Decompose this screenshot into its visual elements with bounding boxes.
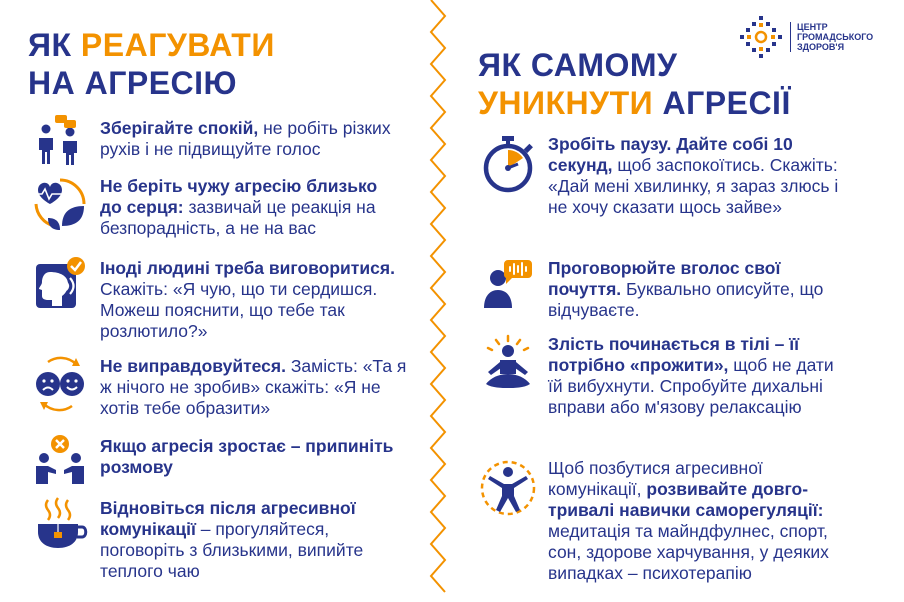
left-item-5 (30, 430, 420, 490)
right-item-3 (478, 334, 848, 418)
left-item-2-bold: Не беріть чужу агресію близько до серця: (100, 176, 378, 217)
left-item-4-bold: Не виправдовуйтеся. (100, 356, 286, 376)
right-item-4-rest: медитація та майндфулнес, спорт, сон, здорове харчування, у деяких випадках – психотерапію (548, 521, 829, 583)
right-item-4 (478, 458, 848, 584)
left-item-5-text (100, 430, 420, 478)
right-title-highlight: УНИКНУТИ (478, 85, 654, 121)
right-item-2-rest: Буквально описуйте, що відчуваєте. (548, 279, 824, 320)
left-item-2-rest: зазвичай це реакція на безпорадність, а не на вас (100, 197, 376, 238)
right-item-3-text (548, 334, 848, 418)
stopwatch-icon (478, 134, 538, 194)
left-item-1-text (100, 112, 400, 160)
left-item-4-rest: Замість: «Та я ж нічого не зробив» скажіть: «Я не хотів тебе образити» (100, 356, 407, 418)
left-item-3-bold: Іноді людині треба виговоритися. (100, 258, 395, 278)
right-item-3-rest: щоб не дати їй вибухнути. Спробуйте дихальні вправи або м'язову релаксацію (548, 355, 834, 417)
right-item-4-pre: Щоб позбутися агресивної комунікації, (548, 458, 763, 499)
left-item-1-rest: не робіть різких рухів і не підвищуйте голос (100, 118, 391, 159)
left-item-3-text (100, 254, 410, 342)
right-item-4-text (548, 458, 848, 584)
left-item-3 (30, 254, 410, 342)
left-item-1 (30, 112, 400, 172)
logo-text (790, 22, 873, 52)
people-stop-icon (30, 430, 90, 490)
logo-line-3: ЗДОРОВ'Я (797, 42, 845, 52)
right-item-2-text (548, 254, 838, 321)
left-item-6-rest: – прогуляйтеся, поговоріть з близькими, випийте теплого чаю (100, 519, 364, 581)
left-item-6-text (100, 494, 400, 582)
right-item-1-rest: щоб заспокоїтись. Скажіть: «Дай мені хвилинку, я зараз злюсь і не хочу сказати щось зайве» (548, 155, 839, 217)
right-item-1-text (548, 134, 848, 218)
sad-happy-faces-icon (30, 354, 90, 414)
left-item-6-bold: Відновіться після агресивної комунікації (100, 498, 356, 539)
right-item-4-bold: розвивайте довго-тривалі навички саморегуляції: (548, 479, 824, 520)
left-item-2-text (100, 172, 400, 239)
right-item-1 (478, 134, 848, 218)
two-people-talking-icon (30, 112, 90, 172)
left-title-part-1: ЯК (28, 27, 81, 63)
left-item-2 (30, 172, 400, 239)
person-voice-icon (478, 254, 538, 314)
heart-leaf-icon (30, 172, 90, 232)
logo-line-2: ГРОМАДСЬКОГО (797, 32, 874, 42)
right-item-1-bold: Зробіть паузу. Дайте собі 10 секунд, (548, 134, 793, 175)
right-item-2-bold: Проговорюйте вголос свої почуття. (548, 258, 781, 299)
hot-tea-cup-icon (30, 494, 90, 554)
logo-mark-icon (738, 14, 784, 60)
person-stretch-circle-icon (478, 458, 538, 518)
left-title-highlight: РЕАГУВАТИ (80, 27, 275, 63)
right-item-2 (478, 254, 838, 321)
logo (738, 14, 873, 60)
left-item-4 (30, 354, 410, 419)
logo-line-1: ЦЕНТР (797, 22, 828, 32)
left-item-5-bold: Якщо агресія зростає – припиніть розмову (100, 436, 394, 477)
left-item-1-bold: Зберігайте спокій, (100, 118, 259, 138)
left-title (28, 26, 275, 102)
speaking-head-check-icon (30, 254, 90, 314)
right-title-part-1: ЯК САМОМУ (478, 47, 678, 83)
zigzag-divider (428, 0, 448, 602)
left-title-part-2: НА АГРЕСІЮ (28, 65, 238, 101)
left-item-4-text (100, 354, 410, 419)
left-item-3-rest: Скажіть: «Я чую, що ти сердишся. Можеш пояснити, що тебе так розлютило?» (100, 279, 378, 341)
right-item-3-bold: Злість починається в тілі – її потрібно «прожити», (548, 334, 800, 375)
right-title-part-2: АГРЕСІЇ (653, 85, 791, 121)
meditating-person-icon (478, 334, 538, 394)
left-item-6 (30, 494, 400, 582)
